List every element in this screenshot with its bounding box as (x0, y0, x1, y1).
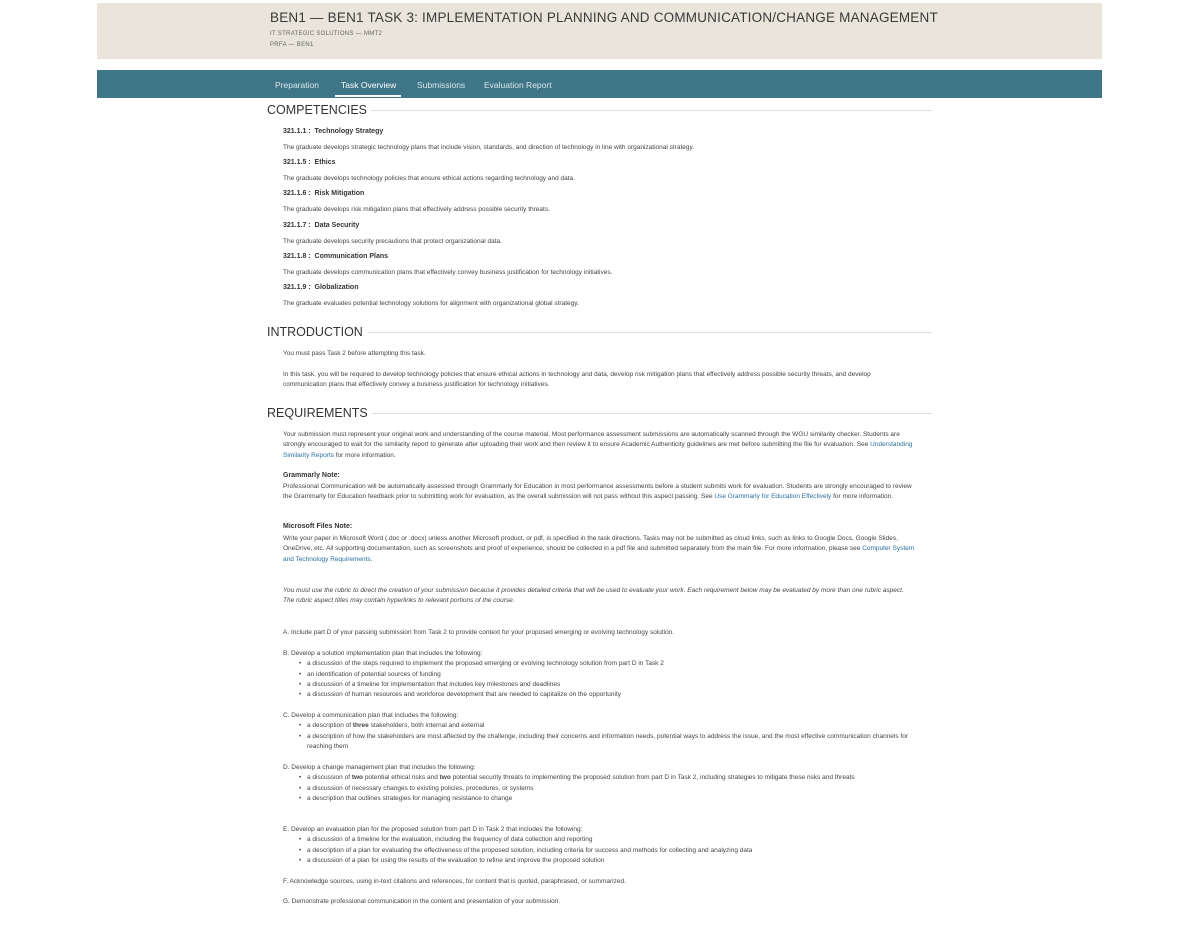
competency-title: 321.1.6 : Risk Mitigation (283, 190, 365, 197)
requirement-d: D. Develop a change management plan that includes the following: • a discussion of two potential ethical risks and two potential security threats to implementing the proposed solution from part D in Task 2, including strategies to mitigate these risks and threats • a discussion of necessary changes to existing policies, procedures, or systems • a description that outlines strategies for managing resistance to change (283, 763, 915, 804)
competency-title: 321.1.8 : Communication Plans (283, 253, 389, 260)
requirement-c: C. Develop a communication plan that includes the following: • a description of three stakeholders, both internal and external • a description of how the stakeholders are most affected by the challenge, including their concerns and information needs, potential ways to address the issue, and the most effective communication channels for reaching them (283, 711, 915, 752)
requirement-e: E. Develop an evaluation plan for the proposed solution from part D in Task 2 that includes the following: • a discussion of a timeline for the evaluation, including the frequency of data collection and reporting • a description of a plan for evaluating the effectiveness of the proposed solution, including criteria for success and methods for collecting and analyzing data • a discussion of a plan for using the results of the evaluation to refine and improve the proposed solution (283, 825, 915, 866)
competency-description: The graduate develops technology policies that ensure ethical actions regarding technology and data. (283, 175, 575, 182)
competency-title: 321.1.5 : Ethics (283, 159, 336, 166)
section-divider (358, 413, 932, 414)
active-tab-indicator (335, 95, 401, 97)
list-item: • a discussion of the steps required to implement the proposed emerging or evolving technology solution from part D in Task 2 (299, 659, 915, 669)
requirement-b: B. Develop a solution implementation plan that includes the following: • a discussion of the steps required to implement the proposed emerging or evolving technology solution from part D in Task 2 • an identification of potential sources of funding • a discussion of a timeline for implementation that includes key milestones and deadlines • a discussion of human resources and workforce development that are needed to capitalize on the opportunity (283, 649, 915, 700)
competency-title: 321.1.7 : Data Security (283, 222, 360, 229)
tab-submissions[interactable]: Submissions (417, 80, 466, 90)
introduction-heading: INTRODUCTION (267, 325, 367, 339)
competency-title: 321.1.9 : Globalization (283, 284, 359, 291)
list-item: • a discussion of a timeline for the evaluation, including the frequency of data collection and reporting (299, 835, 915, 845)
requirement-g: G. Demonstrate professional communication in the content and presentation of your submission. (283, 898, 561, 905)
course-header (97, 3, 1102, 59)
similarity-reports-link[interactable]: Understanding Similarity Reports (283, 441, 913, 459)
competency-description: The graduate develops security precautions that protect organizational data. (283, 238, 502, 245)
page-title: BEN1 — BEN1 TASK 3: IMPLEMENTATION PLANNING AND COMMUNICATION/CHANGE MANAGEMENT (270, 10, 938, 25)
originality-paragraph: Your submission must represent your original work and understanding of the course material. Most performance assessment submissions are automatically scanned through the WGU similarity checker. Students are strongly encouraged to wait for the similarity report to generate after uploading their work and then review it to ensure Academic Authenticity guidelines are met before submitting the file for evaluation. See Understanding Similarity Reports for more information. (283, 431, 913, 459)
requirements-heading: REQUIREMENTS (267, 406, 372, 420)
course-subtitle: IT STRATEGIC SOLUTIONS — MMT2 (270, 31, 383, 37)
rubric-note: You must use the rubric to direct the creation of your submission because it provides detailed criteria that will be used to evaluate your work. Each requirement below may be evaluated by more than one rubric aspect. The rubric aspect titles may contain hyperlinks to relevant portions of the course. (283, 587, 904, 605)
competency-description: The graduate develops communication plans that effectively convey business justification for technology initiatives. (283, 269, 613, 276)
list-item: • a description that outlines strategies for managing resistance to change (299, 794, 915, 804)
tab-evaluation-report[interactable]: Evaluation Report (484, 80, 552, 90)
system-requirements-link[interactable]: Computer System and Technology Requirements (283, 545, 915, 563)
microsoft-files-note-text: Write your paper in Microsoft Word (.doc or .docx) unless another Microsoft product, or pdf, is specified in the task directions. Tasks may not be submitted as cloud links, such as links to Google Docs, Google Slides, OneDrive, etc. All supporting documentation, such as screenshots and proof of experience, should be collected in a pdf file and submitted separately from the main file. For more information, please see Computer System and Technology Requirements. (283, 535, 915, 563)
competencies-heading: COMPETENCIES (267, 103, 371, 117)
intro-prerequisite: You must pass Task 2 before attempting this task. (283, 350, 426, 357)
competency-title: 321.1.1 : Technology Strategy (283, 128, 384, 135)
intro-description: In this task, you will be required to develop technology policies that ensure ethical actions in technology and data, develop risk mitigation plans that effectively address possible security threats, and develop communication plans that effectively convey a business justification for technology initiatives. (283, 371, 871, 389)
tab-preparation[interactable]: Preparation (275, 80, 319, 90)
task-nav-bar (97, 70, 1102, 98)
requirement-f: F. Acknowledge sources, using in-text citations and references, for content that is quoted, paraphrased, or summarized. (283, 878, 626, 885)
list-item: • a discussion of two potential ethical risks and two potential security threats to implementing the proposed solution from part D in Task 2, including strategies to mitigate these risks and threats (299, 773, 915, 783)
grammarly-link[interactable]: Use Grammarly for Education Effectively (714, 493, 832, 501)
list-item: • a description of three stakeholders, both internal and external (299, 721, 915, 731)
list-item: • a discussion of a plan for using the results of the evaluation to refine and improve the proposed solution (299, 856, 915, 866)
grammarly-note-label: Grammarly Note: (283, 472, 340, 479)
list-item: • a description of how the stakeholders are most affected by the challenge, including their concerns and information needs, potential ways to address the issue, and the most effective communication channels for reaching them (299, 732, 915, 753)
list-item: • a discussion of human resources and workforce development that are needed to capitalize on the opportunity (299, 690, 915, 700)
competency-description: The graduate develops strategic technology plans that include vision, standards, and direction of technology in line with organizational strategy. (283, 144, 695, 151)
list-item: • a discussion of necessary changes to existing policies, procedures, or systems (299, 784, 915, 794)
list-item: • an identification of potential sources of funding (299, 670, 915, 680)
tab-task-overview[interactable]: Task Overview (341, 80, 397, 90)
requirement-a: A. Include part D of your passing submission from Task 2 to provide context for your proposed emerging or evolving technology solution. (283, 629, 675, 636)
list-item: • a discussion of a timeline for implementation that includes key milestones and deadlines (299, 680, 915, 690)
grammarly-note-text: Professional Communication will be automatically assessed through Grammarly for Education in most performance assessments before a student submits work for evaluation. Students are strongly encouraged to review the Grammarly for Education feedback prior to submitting work for evaluation, as the overall submission will not pass without this aspect passing. See Use Grammarly for Education Effectively for more information. (283, 483, 912, 501)
section-divider (356, 332, 932, 333)
assessment-subtitle: PRFA — BEN1 (270, 42, 314, 48)
list-item: • a description of a plan for evaluating the effectiveness of the proposed solution, including criteria for success and methods for collecting and analyzing data (299, 846, 915, 856)
section-divider (356, 110, 932, 111)
microsoft-files-note-label: Microsoft Files Note: (283, 523, 353, 530)
competency-description: The graduate evaluates potential technology solutions for alignment with organizational global strategy. (283, 300, 579, 307)
competency-description: The graduate develops risk mitigation plans that effectively address possible security threats. (283, 206, 550, 213)
